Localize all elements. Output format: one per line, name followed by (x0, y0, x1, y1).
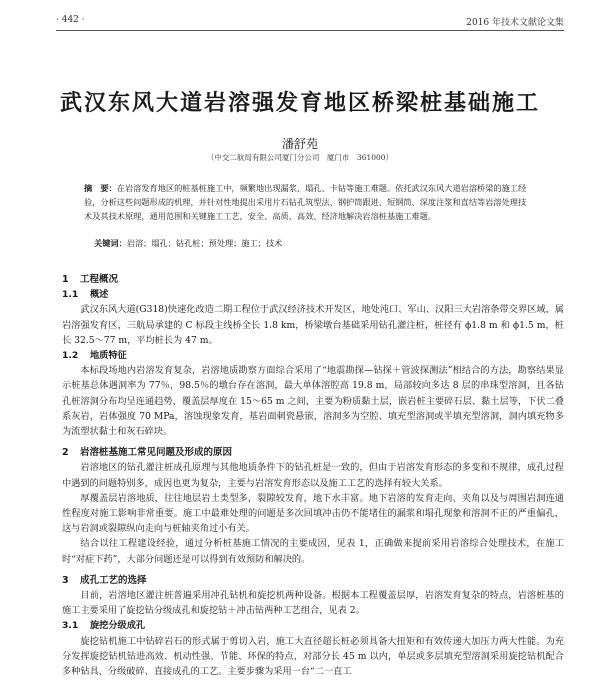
paper-body (62, 266, 564, 679)
abstract (84, 181, 528, 223)
heading-number: 1.2 (62, 350, 79, 362)
running-header (56, 12, 564, 31)
keywords-label: 关键词： (94, 238, 127, 248)
heading-number: 1 (62, 274, 69, 285)
section-heading (62, 272, 564, 287)
heading-text: 成孔工艺的选择 (80, 574, 147, 586)
paragraph: 武汉东风大道(G318)快速化改造二期工程位于武汉经济技术开发区，地处沌口、军山、汉阳三大岩溶条带交界区域，属岩溶强发育区，三航局承建的 C 标段主线桥全长 1.8 km，桥梁墩台基础采用钻孔灌注桩，桩径有 ϕ1.8 m 和 ϕ1.5 m，桩长 32.5～77 m，平均桩长为 47 m。 (62, 304, 564, 346)
author-name: 潘舒苑 (281, 137, 318, 151)
journal-name: 2016 年技术文献论文集 (466, 18, 564, 28)
heading-text: 岩溶桩基施工常见问题及形成的原因 (80, 447, 233, 459)
paragraph: 目前，岩溶地区灌注桩普遍采用冲孔钻机和旋挖机两种设备。根据本工程覆盖层厚，岩溶发育复杂的特点，岩溶桩基的施工主要采用了旋挖钻分级成孔和旋挖钻＋冲击钻两种工艺组合，见表 2。 (62, 590, 564, 617)
heading-text: 概述 (90, 289, 109, 301)
page-number: · 442 · (56, 15, 85, 25)
heading-number: 3.1 (62, 620, 79, 632)
keywords-text: 岩溶；塌孔；钻孔桩；预处理；施工；技术 (126, 238, 283, 248)
paragraph: 旋挖钻机施工中钻碎岩石的形式属于剪切入岩，施工大直径超长桩必须具备大扭矩和有效传递大加压力两大性能。为充分发挥旋挖钻机钻进高效、机动性强、节能、环保的特点，对部分长 45 m 以内，单层或多层填充型溶洞采用旋挖钻机配合多种钻具，分级破碎、直接成孔的工艺。主要步骤为采用一台“二一直工 (62, 635, 564, 678)
paragraph: 岩溶地区的钻孔灌注桩成孔原理与其他地质条件下的钻孔桩是一致的，但由于岩溶发育形态的多变和不规律，成孔过程中遇到的问题特别多，成因也更为复杂，主要与岩溶发育形态以及施工工艺的选择有较大关系。 (62, 462, 564, 489)
heading-text: 地质特征 (90, 350, 127, 362)
section-heading (62, 445, 564, 460)
heading-number: 2 (62, 447, 69, 459)
subsection-heading (62, 287, 564, 302)
paper-title: 武汉东风大道岩溶强发育地区桥梁桩基础施工 (59, 91, 540, 116)
paragraph: 本标段场地内岩溶发育复杂，岩溶地质勘察方面综合采用了“地震勘探—钻探＋管波探测法”相结合的方法，勘察结果显示桩基总体遇洞率为 77％，98.5％的墩台存在溶洞，最大单体溶腔高 19.8 m，局部较向多达 8 层的串珠型溶洞，且各钻孔桩溶洞分布均呈连通趋势，覆盖层厚度在 15～65 m 之间，主要为粉质黏土层，嵌岩桩主要碎石层、黏土层等，下伏二叠系灰岩，岩体强度 70 MPa，溶蚀现象发育，基岩面刺瓷悬嵌，溶洞多为空腔、填充型溶洞或半填充型溶洞，洞内填充物多为流塑状黏土和灰石碎块。 (62, 365, 564, 438)
abstract-label: 摘 要： (84, 183, 117, 193)
paragraph: 结合以往工程建设经验，通过分析桩基施工情况的主要成因，见表 1，正确做来提前采用岩溶综合处理技术，在施工时“对症下药”，大部分问题还是可以得到有效预防和解决的。 (62, 538, 564, 565)
section-heading (62, 573, 564, 588)
keywords (94, 238, 528, 249)
paragraph: 厚覆盖层岩溶地质，往往地层岩土类型多，裂隙较发育，地下水丰富。地下岩溶的发育走向、夹角以及与周围岩洞连通性程度对施工影响非常重要。施工中最难处理的问题是多次回填冲击仍不能堵住的漏浆和塌孔现象和溶洞不正的严重偏孔，这与岩洞或裂隙纵向走向与桩轴夹角过小有关。 (62, 492, 564, 535)
heading-text: 工程概况 (80, 274, 119, 285)
heading-number: 1.1 (62, 289, 79, 301)
subsection-heading (62, 618, 564, 633)
subsection-heading (62, 348, 564, 363)
author-affiliation: （中交二航局有限公司厦门分公司 厦门市 361000） (206, 153, 394, 162)
heading-number: 3 (62, 574, 69, 586)
heading-text: 旋挖分级成孔 (90, 620, 146, 632)
abstract-text: 在岩溶发育地区的桩基桩施工中，频繁地出现漏浆、塌孔、卡钻等施工难题。依托武汉东风大道岩溶桥梁的施工经验，分析这些问题形成的机理，并针对性地提出采用片石钻孔筑型法、钢护筒跟进、短钢筒、深度注浆和直结等岩溶处理技术及其技术原理，通用范围和关键施工工艺，安全、高质、高效、经济地解决岩溶桩基施工难题。 (84, 183, 527, 221)
